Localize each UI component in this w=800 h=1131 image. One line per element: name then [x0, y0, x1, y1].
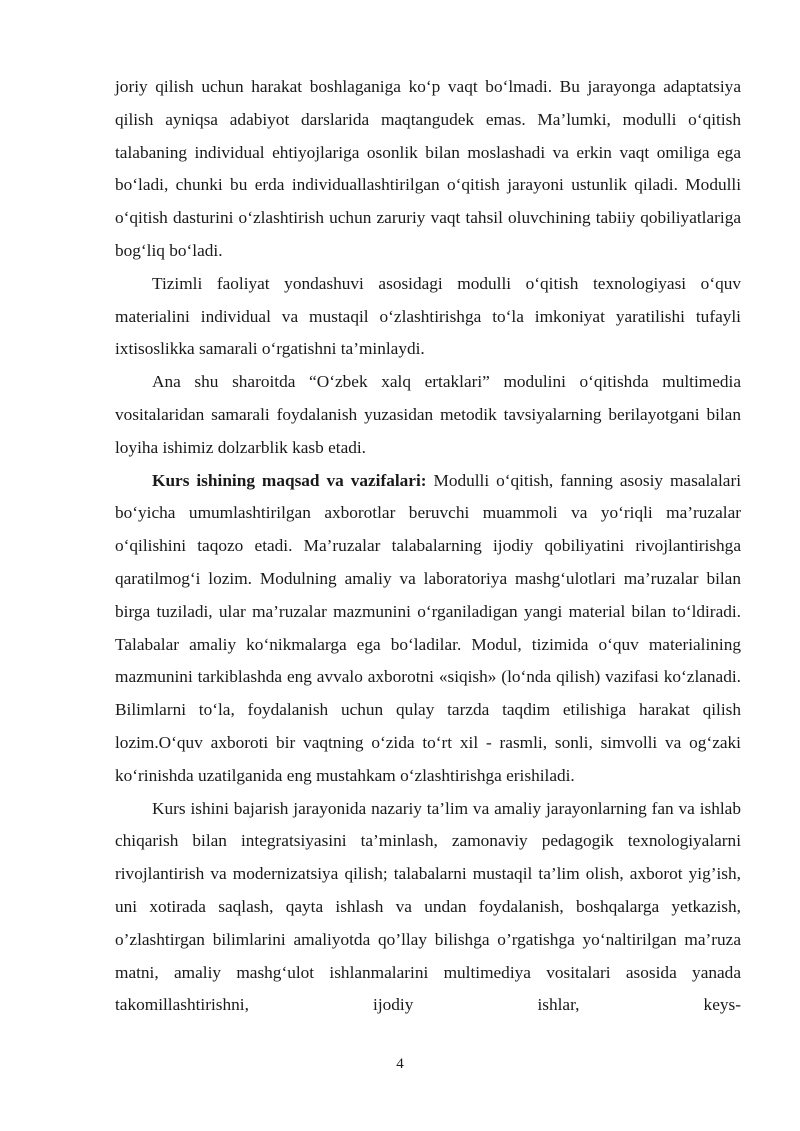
- paragraph-4-text: Modulli o‘qitish, fanning asosiy masalalari bo‘yicha umumlashtirilgan axborotlar beruvchi muammoli va yo‘riqli ma’ruzalar o‘qilishini taqozo etadi. Ma’ruzalar talabalarning ijodiy qobiliyatini rivojlantirishga qaratilmog‘i lozim. Modulning amaliy va laboratoriya mashg‘ulotlari ma’ruzalar bilan birga tuziladi, ular ma’ruzalar mazmunini o‘rganiladigan yangi material bilan to‘ldiradi. Talabalar amaliy ko‘nikmalarga ega bo‘ladilar. Modul, tizimida o‘quv materialining mazmunini tarkiblashda eng avvalo axborotni «siqish» (lo‘nda qilish) vazifasi ko‘zlanadi. Bilimlarni to‘la, foydalanish uchun qulay tarzda taqdim etilishiga harakat qilish lozim.O‘quv axboroti bir vaqtning o‘zida to‘rt xil - rasmli, sonli, simvolli va og‘zaki ko‘rinishda uzatilganida eng mustahkam o‘zlashtirishga erishiladi.: [115, 470, 741, 785]
- document-page: [115, 71, 741, 1022]
- paragraph-2: Tizimli faoliyat yondashuvi asosidagi modulli o‘qitish texnologiyasi o‘quv materialini individual va mustaqil o‘zlashtirishga to‘la imkoniyat yaratilishi tufayli ixtisoslikka samarali o‘rgatishni ta’minlaydi.: [115, 273, 741, 359]
- section-heading: Kurs ishining maqsad va vazifalari:: [152, 470, 427, 490]
- paragraph-1: joriy qilish uchun harakat boshlaganiga ko‘p vaqt bo‘lmadi. Bu jarayonga adaptatsiya qilish ayniqsa adabiyot darslarida maqtangudek emas. Ma’lumki, modulli o‘qitish talabaning individual ehtiyojlariga osonlik bilan moslashadi va erkin vaqt omiliga ega bo‘ladi, chunki bu erda individuallashtirilgan o‘qitish jarayoni ustunlik qiladi. Modulli o‘qitish dasturini o‘zlashtirish uchun zaruriy vaqt tahsil oluvchining tabiiy qobiliyatlariga bog‘liq bo‘ladi.: [115, 77, 741, 260]
- paragraph-3: Ana shu sharoitda “O‘zbek xalq ertaklari” modulini o‘qitishda multimedia vositalaridan samarali foydalanish yuzasidan metodik tavsiyalarning berilayotgani bilan loyiha ishimiz dolzarblik kasb etadi.: [115, 372, 741, 457]
- paragraph-5: Kurs ishini bajarish jarayonida nazariy ta’lim va amaliy jarayonlarning fan va ishlab chiqarish bilan integratsiyasini ta’minlash, zamonaviy pedagogik texnologiyalarni rivojlantirish va modernizatsiya qilish; talabalarni mustaqil ta’lim olish, axborot yig’ish, uni xotirada saqlash, qayta ishlash va undan foydalanish, boshqalarga yetkazish, o’zlashtirgan bilimlarini amaliyotda qo’llay bilishga o’rgatishga yo‘naltirilgan ma’ruza matni, amaliy mashg‘ulot ishlanmalarini multimediya vositalari asosida yanada takomillashtirishni, ijodiy ishlar, keys-: [115, 798, 741, 1015]
- page-number: 4: [396, 1056, 404, 1072]
- paragraph-4: [115, 465, 741, 793]
